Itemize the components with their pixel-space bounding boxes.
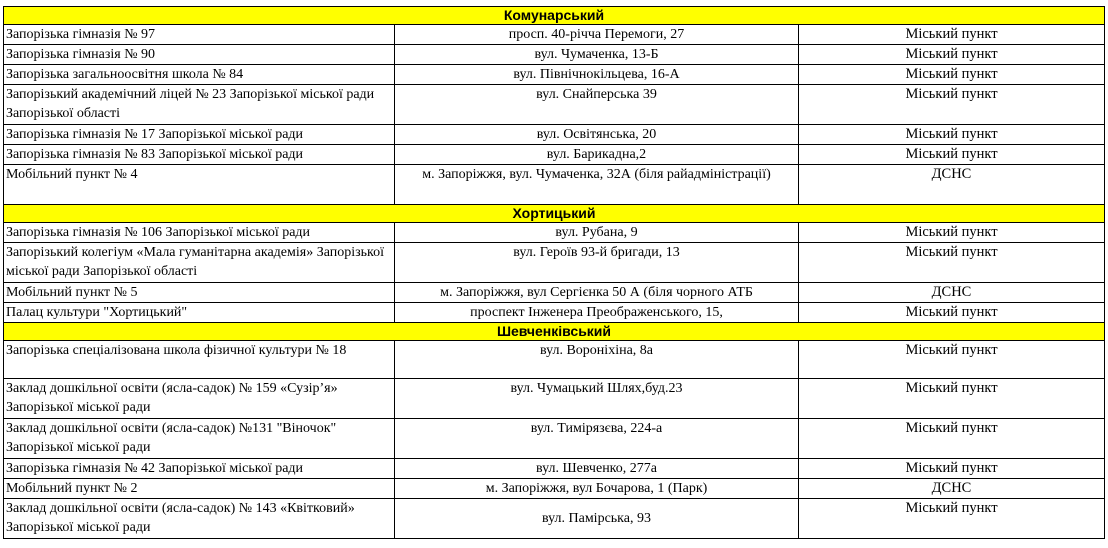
point-name: Запорізька спеціалізована школа фізичної культури № 18 xyxy=(4,341,395,379)
point-type: Міський пункт xyxy=(799,379,1105,419)
point-type: Міський пункт xyxy=(799,25,1105,45)
table-row xyxy=(4,283,1105,303)
point-name: Запорізька гімназія № 97 xyxy=(4,25,395,45)
district-title: Шевченківський xyxy=(4,323,1105,341)
point-name: Мобільний пункт № 5 xyxy=(4,283,395,303)
district-title: Комунарський xyxy=(4,7,1105,25)
table-row xyxy=(4,25,1105,45)
point-type: ДСНС xyxy=(799,283,1105,303)
table-row xyxy=(4,243,1105,283)
point-address: вул. Північнокільцева, 16-А xyxy=(395,65,799,85)
table-row xyxy=(4,419,1105,459)
point-name: Запорізька загальноосвітня школа № 84 xyxy=(4,65,395,85)
point-address: вул. Памірська, 93 xyxy=(395,499,799,539)
table-row xyxy=(4,379,1105,419)
point-name: Запорізька гімназія № 106 Запорізької міської ради xyxy=(4,223,395,243)
point-name: Запорізька гімназія № 83 Запорізької міської ради xyxy=(4,145,395,165)
table-row xyxy=(4,125,1105,145)
point-address: вул. Шевченко, 277а xyxy=(395,459,799,479)
table-row xyxy=(4,223,1105,243)
district-header-row xyxy=(4,323,1105,341)
point-type: Міський пункт xyxy=(799,303,1105,323)
point-name: Мобільний пункт № 2 xyxy=(4,479,395,499)
point-name: Запорізький колегіум «Мала гуманітарна академія» Запорізької міської ради Запорізької області xyxy=(4,243,395,283)
point-name: Заклад дошкільної освіти (ясла-садок) №131 "Віночок" Запорізької міської ради xyxy=(4,419,395,459)
point-address: вул. Снайперська 39 xyxy=(395,85,799,125)
point-type: Міський пункт xyxy=(799,223,1105,243)
point-address: м. Запоріжжя, вул Бочарова, 1 (Парк) xyxy=(395,479,799,499)
point-type: Міський пункт xyxy=(799,419,1105,459)
table-row xyxy=(4,303,1105,323)
point-address: вул. Тимірязєва, 224-а xyxy=(395,419,799,459)
point-name: Палац культури "Хортицький" xyxy=(4,303,395,323)
point-address: вул. Рубана, 9 xyxy=(395,223,799,243)
point-name: Заклад дошкільної освіти (ясла-садок) № 159 «Сузір’я» Запорізької міської ради xyxy=(4,379,395,419)
point-type: Міський пункт xyxy=(799,145,1105,165)
point-address: вул. Освітянська, 20 xyxy=(395,125,799,145)
district-header-row xyxy=(4,7,1105,25)
point-name: Запорізький академічний ліцей № 23 Запорізької міської ради Запорізької області xyxy=(4,85,395,125)
point-address: вул. Героїв 93-й бригади, 13 xyxy=(395,243,799,283)
point-type: Міський пункт xyxy=(799,45,1105,65)
point-name: Запорізька гімназія № 17 Запорізької міської ради xyxy=(4,125,395,145)
point-address: вул. Чумаченка, 13-Б xyxy=(395,45,799,65)
point-address: м. Запоріжжя, вул Сергієнка 50 А (біля чорного АТБ xyxy=(395,283,799,303)
table-row xyxy=(4,479,1105,499)
table-row xyxy=(4,45,1105,65)
point-type: Міський пункт xyxy=(799,85,1105,125)
point-type: Міський пункт xyxy=(799,499,1105,539)
point-address: м. Запоріжжя, вул. Чумаченка, 32А (біля райадміністрації) xyxy=(395,165,799,205)
table-row xyxy=(4,499,1105,539)
district-header-row xyxy=(4,205,1105,223)
shelter-points-table xyxy=(3,6,1105,539)
point-address: вул. Барикадна,2 xyxy=(395,145,799,165)
point-address: вул. Чумацький Шлях,буд.23 xyxy=(395,379,799,419)
point-type: Міський пункт xyxy=(799,459,1105,479)
point-type: Міський пункт xyxy=(799,341,1105,379)
point-address: просп. 40-річча Перемоги, 27 xyxy=(395,25,799,45)
point-address: вул. Вороніхіна, 8а xyxy=(395,341,799,379)
point-name: Заклад дошкільної освіти (ясла-садок) № 143 «Квітковий» Запорізької міської ради xyxy=(4,499,395,539)
point-name: Запорізька гімназія № 42 Запорізької міської ради xyxy=(4,459,395,479)
table-row xyxy=(4,165,1105,205)
district-title: Хортицький xyxy=(4,205,1105,223)
point-type: Міський пункт xyxy=(799,243,1105,283)
point-name: Мобільний пункт № 4 xyxy=(4,165,395,205)
point-type: Міський пункт xyxy=(799,65,1105,85)
point-type: Міський пункт xyxy=(799,125,1105,145)
table-row xyxy=(4,459,1105,479)
table-row xyxy=(4,145,1105,165)
point-address: проспект Інженера Преображенського, 15, xyxy=(395,303,799,323)
point-type: ДСНС xyxy=(799,479,1105,499)
table-row xyxy=(4,85,1105,125)
table-row xyxy=(4,65,1105,85)
point-type: ДСНС xyxy=(799,165,1105,205)
point-name: Запорізька гімназія № 90 xyxy=(4,45,395,65)
table-row xyxy=(4,341,1105,379)
